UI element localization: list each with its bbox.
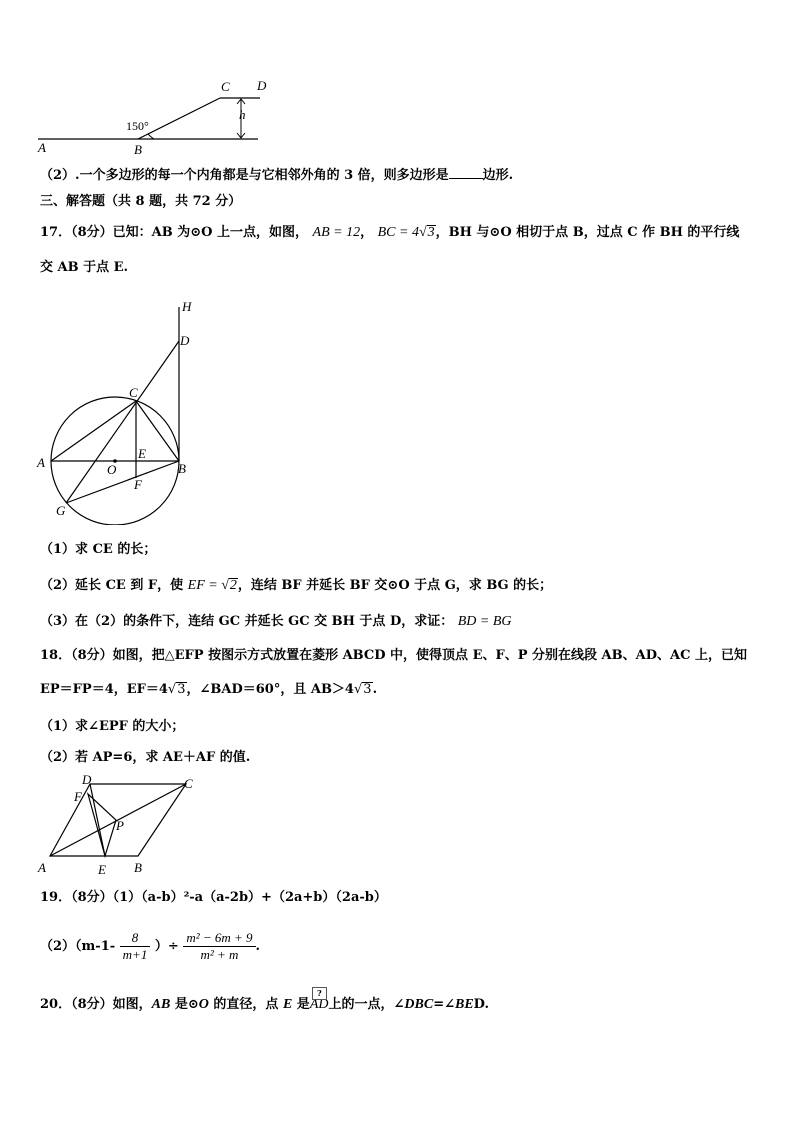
q20-c: 的直径，点 [208, 997, 283, 1012]
label-E: E [98, 862, 106, 877]
fraction-8-over-m-plus-1 [120, 930, 151, 963]
q17-part3 [40, 613, 512, 631]
q18-line2-a: EP＝FP＝4，EF＝4 [40, 682, 168, 697]
label-A: A [38, 140, 46, 155]
label-G: G [56, 503, 66, 518]
label-B: B [178, 461, 186, 476]
q19-part2-a: （2）（m-1- [40, 939, 116, 954]
label-B: B [134, 142, 142, 156]
label-angle: 150° [126, 119, 149, 133]
q16-part2-text: （2）.一个多边形的每一个内角都是与它相邻外角的 3 倍，则多边形是 [40, 168, 449, 183]
arc-ad [309, 988, 329, 1014]
q18-line2: EP＝FP＝4，EF＝4√3，∠BAD＝60°，且 AB＞4√3. [40, 682, 378, 697]
q20-dbc: DBC [404, 997, 434, 1012]
label-h: h [239, 107, 246, 122]
fraction-quadratic [183, 930, 255, 963]
q17-bc-eq: BC = 4√3 [377, 225, 435, 240]
q18-part1: （1）求∠EPF 的大小； [40, 719, 185, 734]
line-ac [51, 401, 136, 461]
frac1-denominator: m+1 [122, 947, 148, 962]
label-F: F [134, 477, 142, 492]
label-C: C [129, 385, 138, 400]
label-O: O [107, 462, 117, 477]
label-A: A [38, 860, 46, 875]
q18-root-2: 3 [363, 682, 372, 697]
segment-de [90, 784, 105, 856]
q20-a: 20．（8分）如图， [40, 997, 152, 1012]
q17-intro: 17．（8分）已知：AB 为⊙O 上一点，如图， [40, 225, 308, 240]
q17-part2-a: （2）延长 CE 到 F，使 [40, 578, 184, 593]
q20-bed: BE [454, 997, 474, 1012]
slope-line [138, 98, 220, 139]
q18-line2-c: . [372, 682, 378, 697]
q17-ab-eq: AB = 12 [312, 225, 361, 240]
answer-blank [449, 166, 483, 179]
q18-part2: （2）若 AP=6，求 AE＋AF 的值. [40, 750, 251, 765]
frac2-denominator: m² + m [200, 947, 239, 962]
q17-ef-eq: EF = √2 [187, 578, 237, 593]
q18-root-1: 3 [177, 682, 186, 697]
angle-arc [148, 134, 154, 139]
slope-figure [30, 74, 280, 156]
q16-part2 [40, 166, 513, 185]
q17-bd-eq: BD = BG [457, 614, 512, 629]
q17-part3-a: （3）在（2）的条件下，连结 GC 并延长 GC 交 BH 于点 D，求证： [40, 614, 454, 629]
label-C: C [184, 776, 193, 791]
line-gd [66, 341, 179, 503]
q17-part1: （1）求 CE 的长； [40, 542, 157, 557]
q20-ad: AD [309, 997, 329, 1012]
q17-part2-b: ，连结 BF 并延长 BF 交⊙O 于点 G，求 BG 的长； [237, 578, 553, 593]
label-C: C [221, 79, 230, 94]
label-D: D [257, 78, 267, 93]
section-3-heading: 三、解答题（共 8 题，共 72 分） [40, 194, 242, 209]
q16-part2-suffix: 边形. [482, 168, 514, 183]
q19-part2-end: . [255, 939, 261, 954]
q19-part2 [40, 930, 260, 963]
label-B: B [134, 860, 142, 875]
q17-ef-root: 2 [229, 578, 237, 593]
label-P: P [116, 818, 124, 833]
q20-line1 [40, 988, 490, 1014]
label-H: H [182, 299, 192, 314]
q20-f: 上的一点，∠ [328, 997, 405, 1012]
triangle-efp [88, 794, 116, 856]
q17-bc-lhs: BC = 4 [377, 225, 419, 240]
q17-ef-lhs: EF = [187, 578, 222, 593]
label-D: D [82, 772, 92, 787]
q19-line1: 19．（8分）（1）（a-b）²-a（a-2b）+（2a+b）（2a-b） [40, 890, 387, 905]
q18-line2-b: ，∠BAD＝60°，且 AB＞4 [186, 682, 354, 697]
q20-h: D. [473, 997, 490, 1012]
label-D: D [180, 333, 190, 348]
q17-line1: 17．（8分）已知：AB 为⊙O 上一点，如图， AB = 12， BC = 4√3，BH 与⊙O 相切于点 B，过点 C 作 BH 的平行线 [40, 225, 740, 240]
q17-bc-root: 3 [427, 225, 435, 240]
q20-g: =∠ [433, 997, 455, 1012]
broken-image-icon: ? [312, 987, 327, 1000]
label-A: A [37, 455, 45, 470]
circle-figure [30, 295, 210, 525]
label-F: F [74, 789, 82, 804]
q20-o: O [198, 997, 209, 1012]
q20-d: 是 [292, 997, 310, 1012]
q17-part2 [40, 577, 552, 595]
q18-line1: 18．（8分）如图，把△EFP 按图示方式放置在菱形 ABCD 中，使得顶点 E、F、P 分别在线段 AB、AD、AC 上，已知 [40, 648, 747, 663]
q20-e: E [282, 997, 293, 1012]
frac2-numerator: m² − 6m + 9 [183, 930, 255, 947]
q20-ab: AB [151, 997, 171, 1012]
q19-part2-b: ）÷ [154, 939, 179, 954]
q17-line2: 交 AB 于点 E. [40, 260, 129, 275]
rhombus-figure [30, 768, 210, 883]
label-E: E [138, 446, 146, 461]
q20-b: 是⊙ [170, 997, 199, 1012]
q17-rest: ，BH 与⊙O 相切于点 B，过点 C 作 BH 的平行线 [435, 225, 740, 240]
frac1-numerator: 8 [120, 930, 151, 947]
line-gb [66, 461, 179, 503]
